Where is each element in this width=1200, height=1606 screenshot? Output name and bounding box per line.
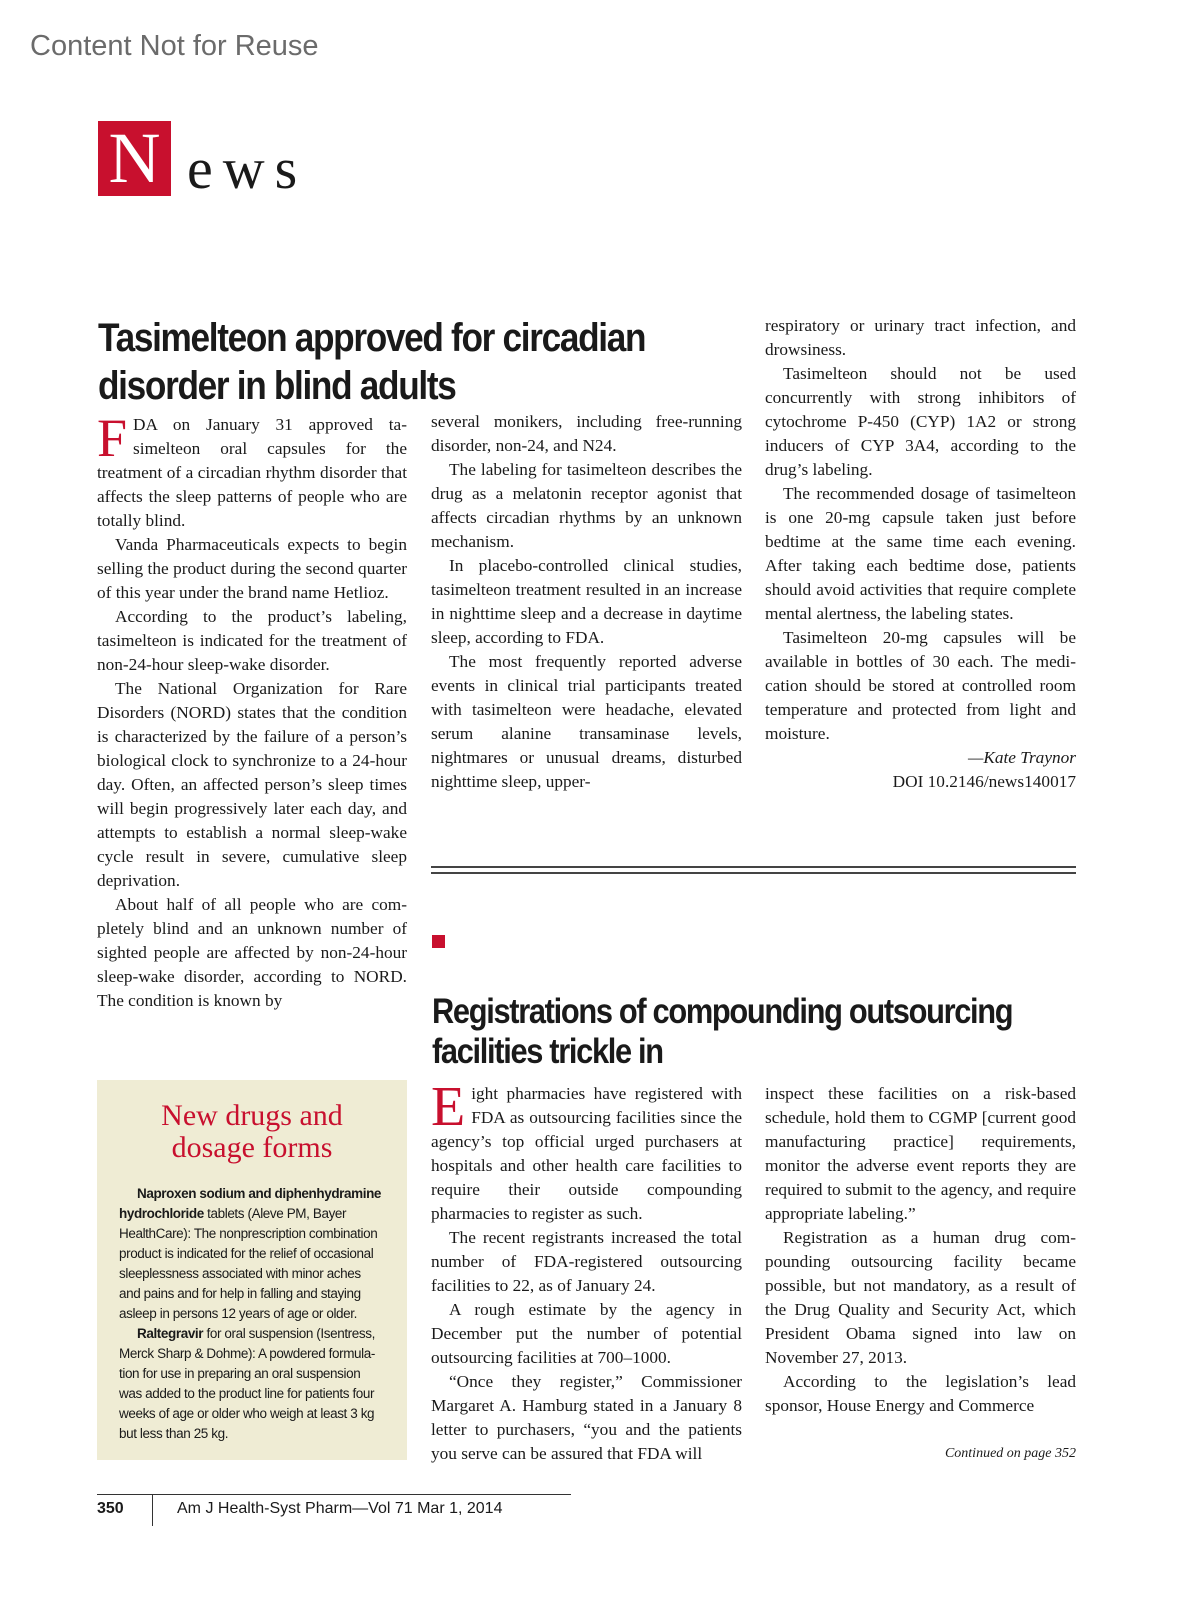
page-number: 350 [97,1500,124,1517]
article1-paragraph: FDA on January 31 approved tasimelteon oral capsules for the treatment of a circadian rhythm disorder that affects the sleep patterns of people who are totally blind. [97,408,407,530]
article2-paragraph: Registration as a human drug compounding outsourcing facility became possible, but not mandatory, as a result of the Drug Quality and Security Act, which President Obama signed into law on November 27, 2013. [765,1228,1076,1367]
article1-paragraph: In placebo-controlled clinical studies, tasimelteon treatment resulted in an increase in nighttime sleep and a decrease in daytime sleep, according to FDA. [431,556,742,647]
article2-paragraph: The recent registrants increased the total number of FDA-registered outsourcing facilities to 22, as of January 24. [431,1228,742,1295]
article2-paragraph: According to the legislation’s lead sponsor, House Energy and Commerce [765,1372,1076,1415]
section-marker [432,935,445,948]
article1-column-3 [765,314,1076,794]
sidebar-body [119,1184,385,1444]
article1-paragraph: The recommended dosage of tasimelteon is one 20-mg capsule taken just before bedtime at the same time each evening. After taking each bedtime dose, patients should avoid activities that require complete mental alertness, the labeling states. [765,484,1076,623]
article1-paragraph: The labeling for tasimelteon describes the drug as a melatonin receptor agonist that affects circadian rhythms by an unknown mechanism. [431,460,742,551]
watermark: Content Not for Reuse [30,30,319,62]
article2-headline: Registrations of compounding outsourcing facilities trickle in [432,992,1013,1071]
article2-paragraph: Eight pharmacies have registered with FDA as outsourcing facilities since the agency’s top official urged purchasers at hospitals and other health care facilities to require their outside compounding pharmacies to register as such. [431,1076,742,1223]
article2-paragraph: “Once they register,” Commissioner Margaret A. Hamburg stated in a January 8 letter to purchasers, “you and the patients you serve can be assured that FDA will [431,1372,742,1463]
section-divider [431,866,1076,874]
continued-note: Continued on page 352 [944,1446,1076,1461]
sidebar-entry [119,1184,385,1324]
sidebar-entry [119,1324,385,1444]
article1-paragraph: respiratory or urinary tract infection, and drowsiness. [765,316,1076,359]
article1-paragraph: several monikers, including free-running disorder, non-24, and N24. [431,412,742,455]
article1-paragraph: The most frequently reported adverse events in clinical trial participants treated with tasimelteon were headache, elevated serum alanine transaminase levels, nightmares or unusual dreams, disturbed nighttime sleep, upper- [431,652,742,791]
footer-rule [97,1494,571,1495]
article1-paragraph: Tasimelteon 20-mg capsules will be available in bottles of 30 each. The medication should be stored at controlled room temperature and protected from light and moisture. [765,628,1076,743]
article1-paragraph: Tasimelteon should not be used concurrently with strong inhibitors of cytochrome P-450 (CYP) 1A2 or strong inducers of CYP 3A4, according to the drug’s labeling. [765,364,1076,479]
article2-paragraph: A rough estimate by the agency in December put the number of potential outsourcing facilities at 700–1000. [431,1300,742,1367]
article1-column-2 [431,410,742,794]
journal-citation: Am J Health-Syst Pharm—Vol 71 Mar 1, 2014 [177,1500,503,1517]
masthead-rest: ews [187,136,308,201]
sidebar-entry-text: for oral suspension (Isentress, Merck Sharp & Dohme): A powdered formulation for use in preparing an oral suspension was added to the product line for patients four weeks of age or older who weigh at least 3 kg but less than 25 kg. [119,1326,376,1441]
sidebar-entry-text: tablets (Aleve PM, Bayer HealthCare): The nonprescription combination product is indicated for the relief of occasional sleeplessness associated with minor aches and pains and for help in falling and staying asleep in persons 12 years of age or older. [119,1206,378,1321]
sidebar-drug-name: Naproxen sodium and diphenhydramine hydrochloride [119,1186,382,1221]
article1-paragraph: Vanda Pharmaceuticals expects to begin selling the product during the second quarter of this year under the brand name Hetlioz. [97,535,407,602]
new-drugs-sidebar [97,1080,407,1460]
sidebar-title: New drugs and dosage forms [161,1099,343,1164]
article1-column-1 [97,408,407,1013]
article1-author: —Kate Traynor [967,748,1076,767]
article2-column-2 [765,1082,1076,1418]
article1-dropcap: F [97,408,128,468]
article1-paragraph: The National Organization for Rare Disorders (NORD) states that the condition is characterized by the failure of a person’s biological clock to synchronize to a 24-hour day. Often, an affected person’s sleep times will begin progressively later each day, and attempts to establish a normal sleep-wake cycle result in severe, cumulative sleep deprivation. [97,679,407,890]
article1-paragraph: According to the product’s labeling, tasimelteon is indicated for the treatment of non-24-hour sleep-wake disorder. [97,607,407,674]
article1-paragraph: About half of all people who are completely blind and an unknown number of sighted people are affected by non-24-hour sleep-wake disorder, according to NORD. The condition is known by [97,895,407,1010]
article2-column-1 [431,1076,742,1466]
article1-doi: DOI 10.2146/news140017 [892,772,1076,791]
footer-separator [152,1494,153,1526]
article2-dropcap: E [431,1076,466,1138]
article2-paragraph: inspect these facilities on a risk-based schedule, hold them to CGMP [current good manufacturing practice] requirements, monitor the adverse event reports they are required to submit to the agency, and require appropriate labeling.” [765,1084,1076,1223]
article1-headline: Tasimelteon approved for circadian disorder in blind adults [98,316,646,408]
sidebar-drug-name: Raltegravir [137,1326,204,1341]
masthead-initial: N [108,118,161,198]
